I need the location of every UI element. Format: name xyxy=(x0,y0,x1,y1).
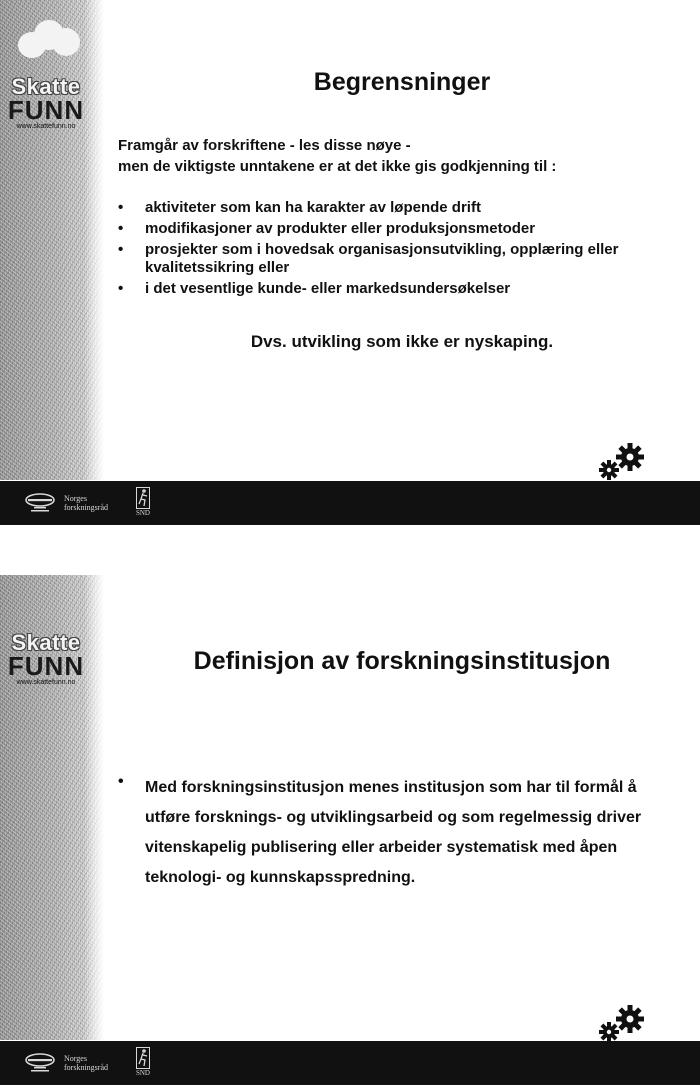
snd-logo: SND xyxy=(134,487,152,519)
gears-icon xyxy=(592,1002,652,1042)
bullet-list xyxy=(118,199,678,301)
footer-bar xyxy=(0,1041,700,1085)
slide-title: Begrensninger xyxy=(313,68,491,96)
bullet-icon: • xyxy=(118,280,124,297)
list-item: • i det vesentlige kunde- eller markedsundersøkelser xyxy=(118,280,511,297)
intro-line-1: Framgår av forskriftene - les disse nøye - xyxy=(118,137,411,154)
snd-logo: SND xyxy=(134,1047,152,1079)
definition-bullet xyxy=(118,773,678,893)
summary-text: Dvs. utvikling som ikke er nyskaping. xyxy=(250,332,554,351)
slide-definisjon xyxy=(0,575,700,1091)
bullet-icon: • xyxy=(118,199,124,216)
cloud-graphic xyxy=(18,18,80,60)
gears-icon xyxy=(592,440,652,480)
intro-line-2: men de viktigste unntakene er at det ikke gis godkjenning til : xyxy=(118,158,557,175)
org-name: Norges forskningsråd xyxy=(64,1054,108,1072)
org-name: Norges forskningsråd xyxy=(64,494,108,512)
snd-runner-icon xyxy=(136,487,150,509)
norges-forskningsrad-emblem xyxy=(24,491,56,513)
list-item: • modifikasjoner av produkter eller produksjonsmetoder xyxy=(118,220,536,237)
snd-runner-icon xyxy=(136,1047,150,1069)
intro-text xyxy=(118,135,556,177)
definition-text: Med forskningsinstitusjon menes institusjon som har til formål å utføre forsknings- og utviklingsarbeid og som regelmessig driver vitenskapelig publisering eller arbeider systematisk med åpen teknologi- og kunnskapsspredning. xyxy=(145,779,642,886)
slide-title: Definisjon av forskningsinstitusjon xyxy=(193,647,611,675)
slide-begrensninger xyxy=(0,0,700,525)
sidebar-texture xyxy=(0,575,104,1040)
sidebar-texture xyxy=(0,0,104,480)
list-item: • prosjekter som i hovedsak organisasjonsutvikling, opplæring eller kvalitetssikring eller xyxy=(118,241,619,276)
list-item: • aktiviteter som kan ha karakter av løpende drift xyxy=(118,199,481,216)
bullet-icon: • xyxy=(118,241,124,258)
skattefunn-logo: Skatte FUNN www.skattefunn.no xyxy=(7,630,85,686)
bullet-icon: • xyxy=(118,220,124,237)
skattefunn-logo: Skatte FUNN www.skattefunn.no xyxy=(7,74,85,130)
footer-bar xyxy=(0,481,700,525)
norges-forskningsrad-emblem xyxy=(24,1051,56,1073)
bullet-icon: • xyxy=(118,773,124,790)
